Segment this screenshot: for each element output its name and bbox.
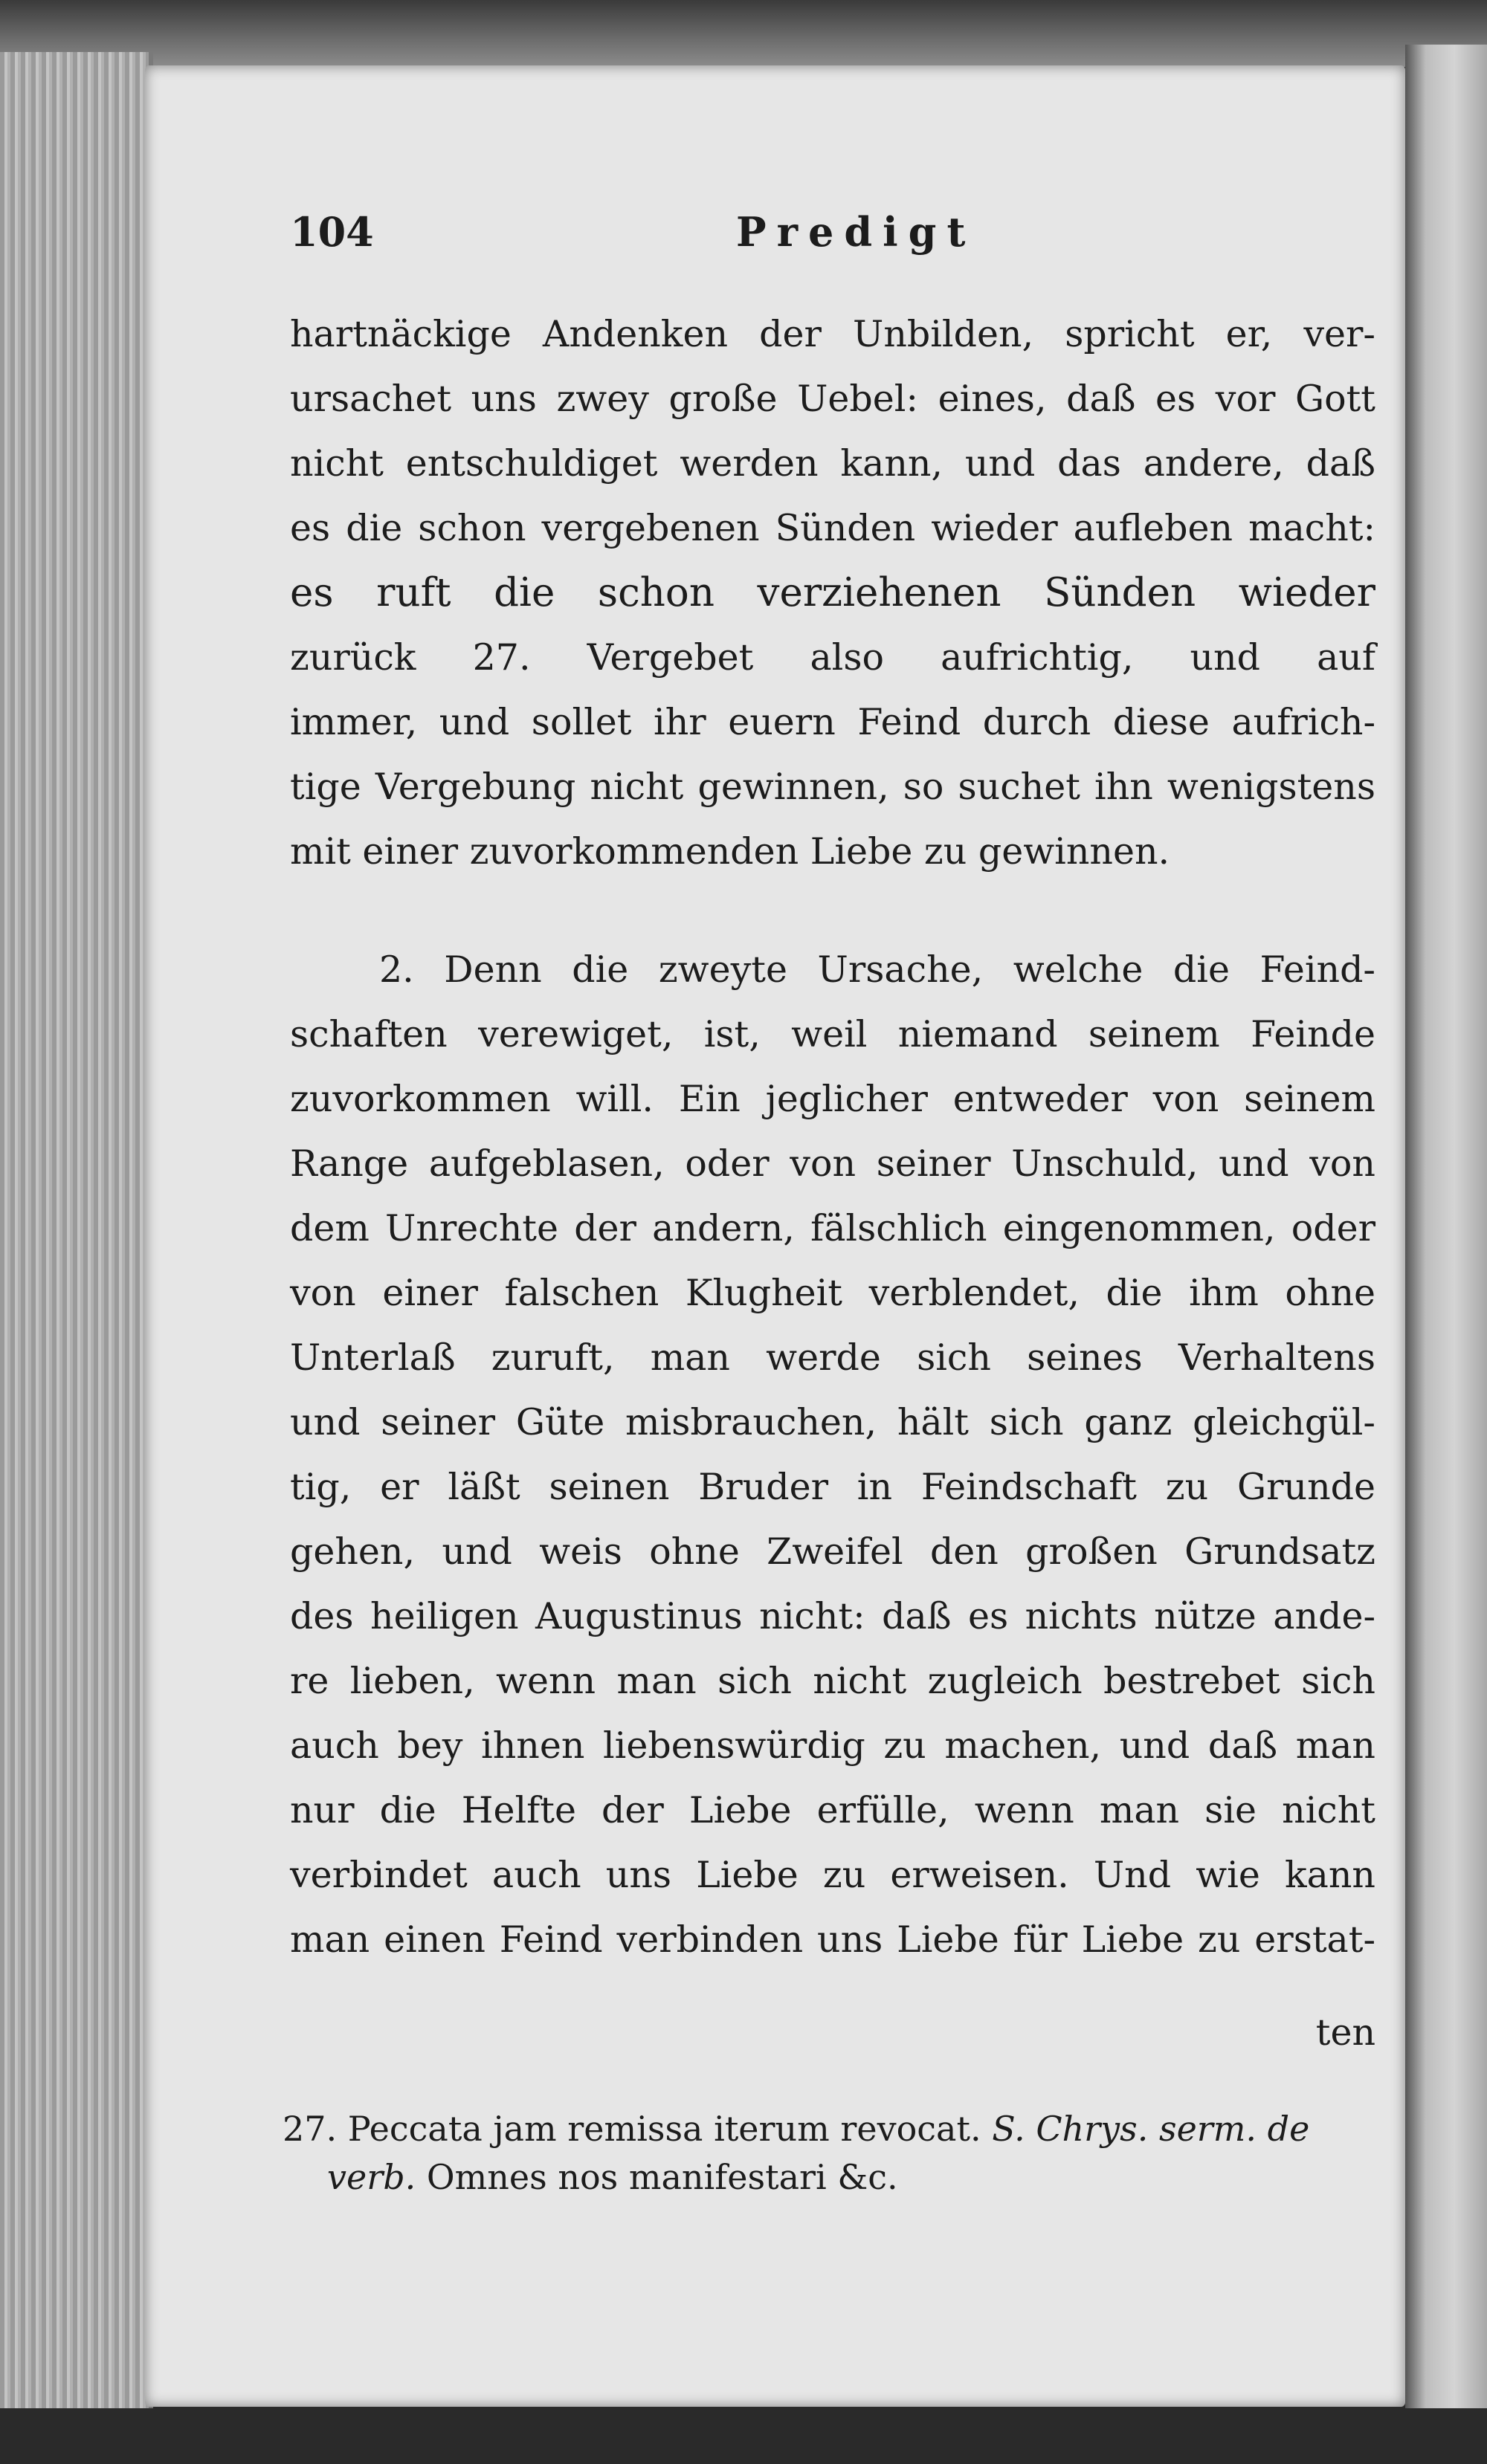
text-line: zuvorkommen will. Ein jeglicher entweder von seinem [290, 1078, 1375, 1120]
text-line: tig, er läßt seinen Bruder in Feindschaft zu Grunde [290, 1466, 1375, 1508]
catchword: ten [1315, 2011, 1375, 2054]
footnote-text: Omnes nos manifestari &c. [426, 2157, 898, 2197]
footnote-source: verb. [327, 2157, 416, 2197]
text-line: auch bey ihnen liebenswürdig zu machen, und daß man [290, 1724, 1375, 1767]
text-line: immer, und sollet ihr euern Feind durch diese aufrich- [290, 701, 1375, 743]
text-line: dem Unrechte der andern, fälschlich eingenommen, oder [290, 1207, 1375, 1249]
page-stack-edge [0, 52, 153, 2416]
scanner-top-shadow [0, 0, 1487, 67]
footnote-text: Peccata jam remissa iterum revocat. [347, 2109, 981, 2149]
text-line: man einen Feind verbinden uns Liebe für Liebe zu erstat- [290, 1918, 1375, 1961]
page-number: 104 [290, 208, 374, 256]
text-line: nur die Helfte der Liebe erfülle, wenn man sie nicht [290, 1789, 1375, 1831]
text-line: und seiner Güte misbrauchen, hält sich ganz gleichgül- [290, 1401, 1375, 1443]
running-header [290, 208, 1375, 268]
text-line: Range aufgeblasen, oder von seiner Unschuld, und von [290, 1142, 1375, 1185]
text-line: 2. Denn die zweyte Ursache, welche die Feind- [379, 948, 1375, 991]
text-line: tige Vergebung nicht gewinnen, so suchet ihn wenigstens [290, 766, 1375, 808]
running-head-title: Predigt [736, 208, 976, 256]
text-line: hartnäckige Andenken der Unbilden, spricht er, ver- [290, 313, 1375, 355]
text-line: ursachet uns zwey große Uebel: eines, daß es vor Gott [290, 378, 1375, 420]
text-line: gehen, und weis ohne Zweifel den großen Grundsatz [290, 1530, 1375, 1573]
text-line: verbindet auch uns Liebe zu erweisen. Und wie kann [290, 1854, 1375, 1896]
footnote-line-1 [283, 2107, 1368, 2150]
facing-page-edge [1405, 45, 1487, 2423]
scanner-bottom [0, 2408, 1487, 2464]
text-line: von einer falschen Klugheit verblendet, die ihm ohne [290, 1272, 1375, 1314]
footnote-line-2 [327, 2156, 1413, 2199]
footnote-marker: 27. [283, 2109, 338, 2149]
text-line: Unterlaß zuruft, man werde sich seines Verhaltens [290, 1336, 1375, 1379]
text-line: es die schon vergebenen Sünden wieder aufleben macht: [290, 507, 1375, 549]
text-line: es ruft die schon verziehenen Sünden wieder [290, 570, 1375, 615]
text-line: re lieben, wenn man sich nicht zugleich bestrebet sich [290, 1660, 1375, 1702]
text-line: zurück 27. Vergebet also aufrichtig, und auf [290, 636, 1375, 679]
text-line: schaften verewiget, ist, weil niemand seinem Feinde [290, 1013, 1375, 1055]
text-line: mit einer zuvorkommenden Liebe zu gewinnen. [290, 830, 1170, 873]
text-line: des heiligen Augustinus nicht: daß es nichts nütze ande- [290, 1595, 1375, 1637]
footnote-source: S. Chrys. serm. de [992, 2109, 1310, 2149]
text-line: nicht entschuldiget werden kann, und das andere, daß [290, 442, 1375, 485]
